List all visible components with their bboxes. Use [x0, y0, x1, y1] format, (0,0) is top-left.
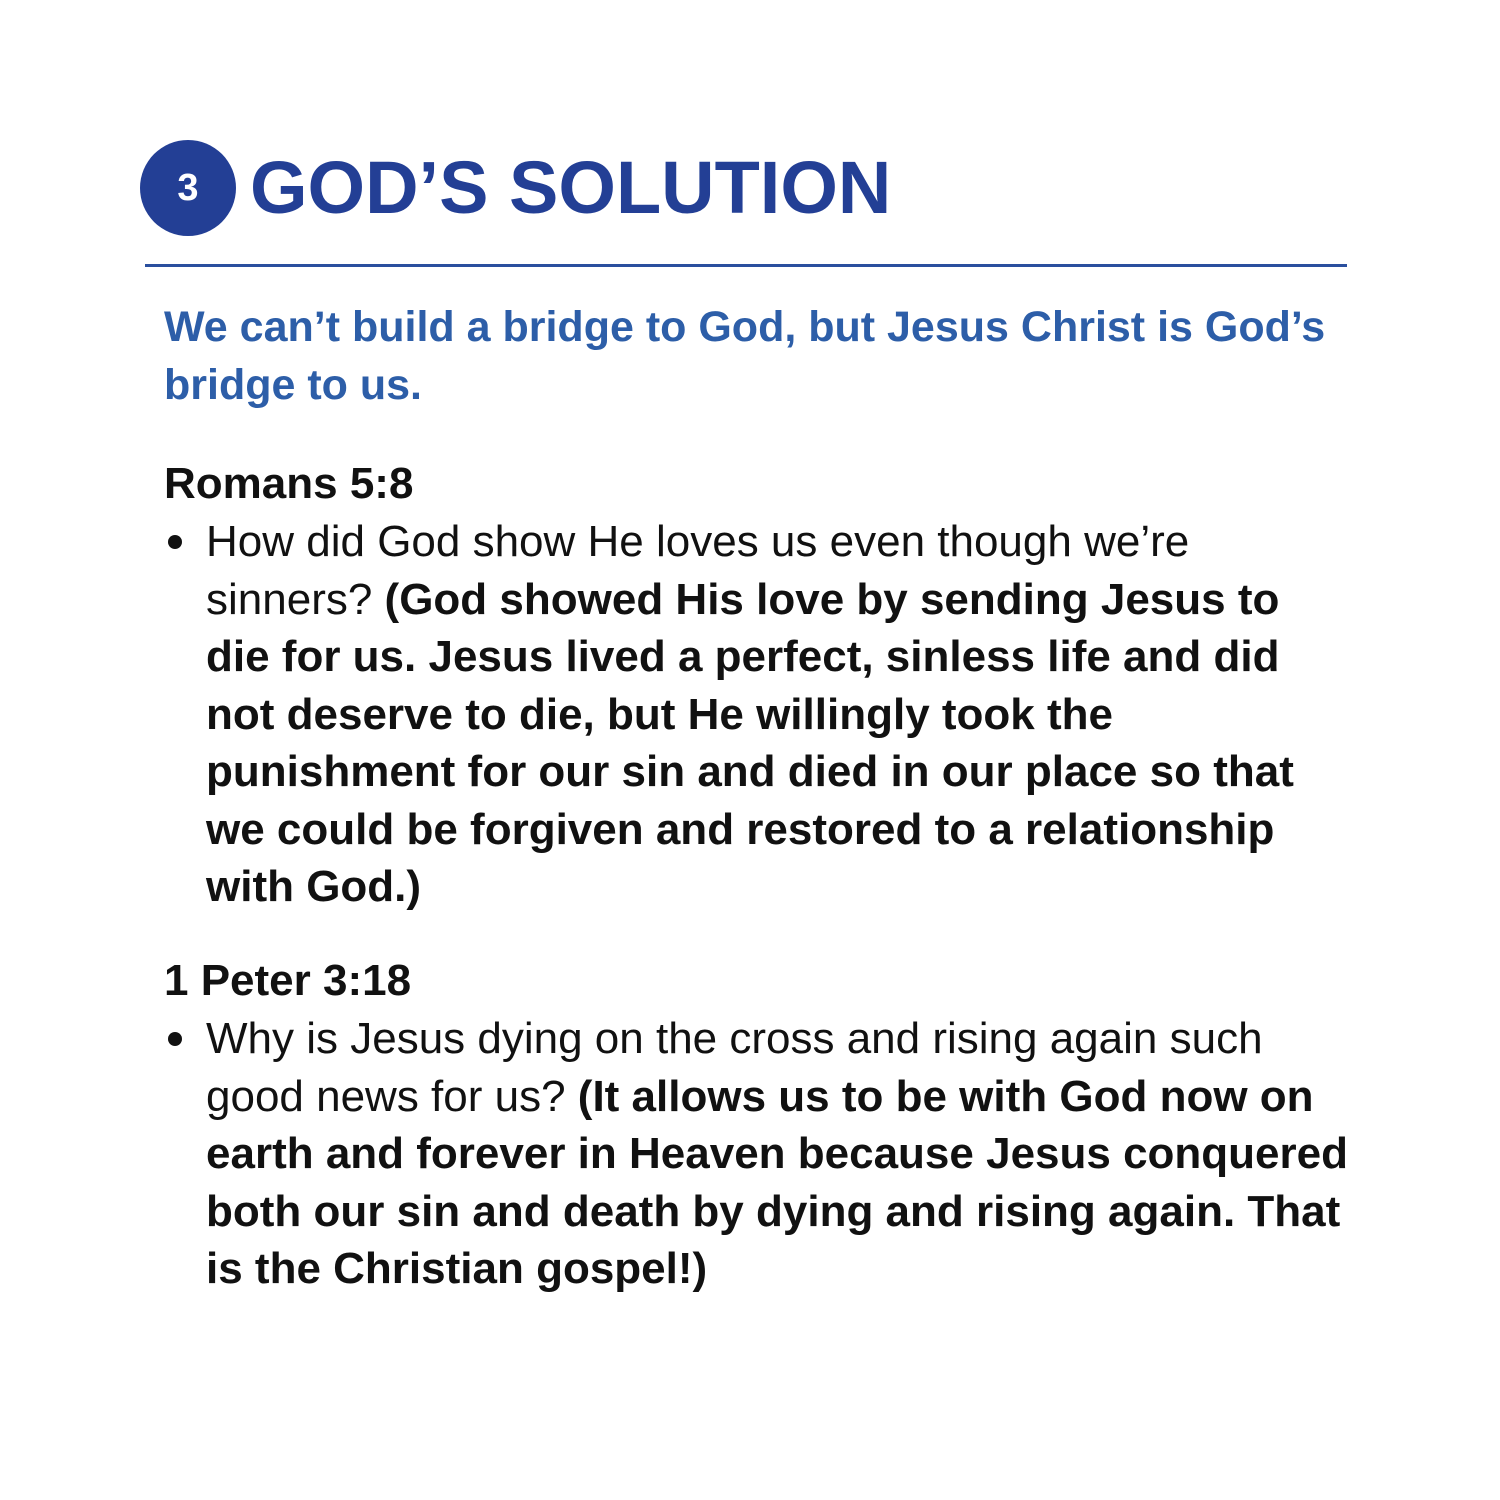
section-header — [140, 138, 891, 238]
question-item — [164, 1010, 1351, 1298]
answer-text: (It allows us to be with God now on earth and forever in Heaven because Jesus conquered both our sin and death by dying and rising again. That is the Christian gospel!) — [206, 1071, 1349, 1293]
scripture-reference: Romans 5:8 — [164, 459, 414, 508]
question-text: How did God show He loves us even though we’re sinners? — [206, 517, 1190, 624]
step-number-badge: 3 — [140, 140, 236, 236]
question-text: Why is Jesus dying on the cross and rising again such good news for us? — [206, 1014, 1263, 1121]
question-item — [164, 513, 1351, 916]
bullet-icon — [168, 535, 182, 549]
scripture-section-romans — [164, 455, 1364, 916]
answer-text: (God showed His love by sending Jesus to die for us. Jesus lived a perfect, sinless life and did not deserve to die, but He willingly took the punishment for our sin and died in our place so that we could be forgiven and restored to a relationship with God.) — [206, 574, 1294, 911]
intro-statement: We can’t build a bridge to God, but Jesus Christ is God’s bridge to us. — [164, 303, 1326, 409]
divider — [145, 264, 1347, 267]
page-title: GOD’S SOLUTION — [250, 146, 892, 229]
scripture-reference: 1 Peter 3:18 — [164, 956, 412, 1005]
bullet-icon — [168, 1032, 182, 1046]
scripture-section-1-peter — [164, 952, 1364, 1298]
